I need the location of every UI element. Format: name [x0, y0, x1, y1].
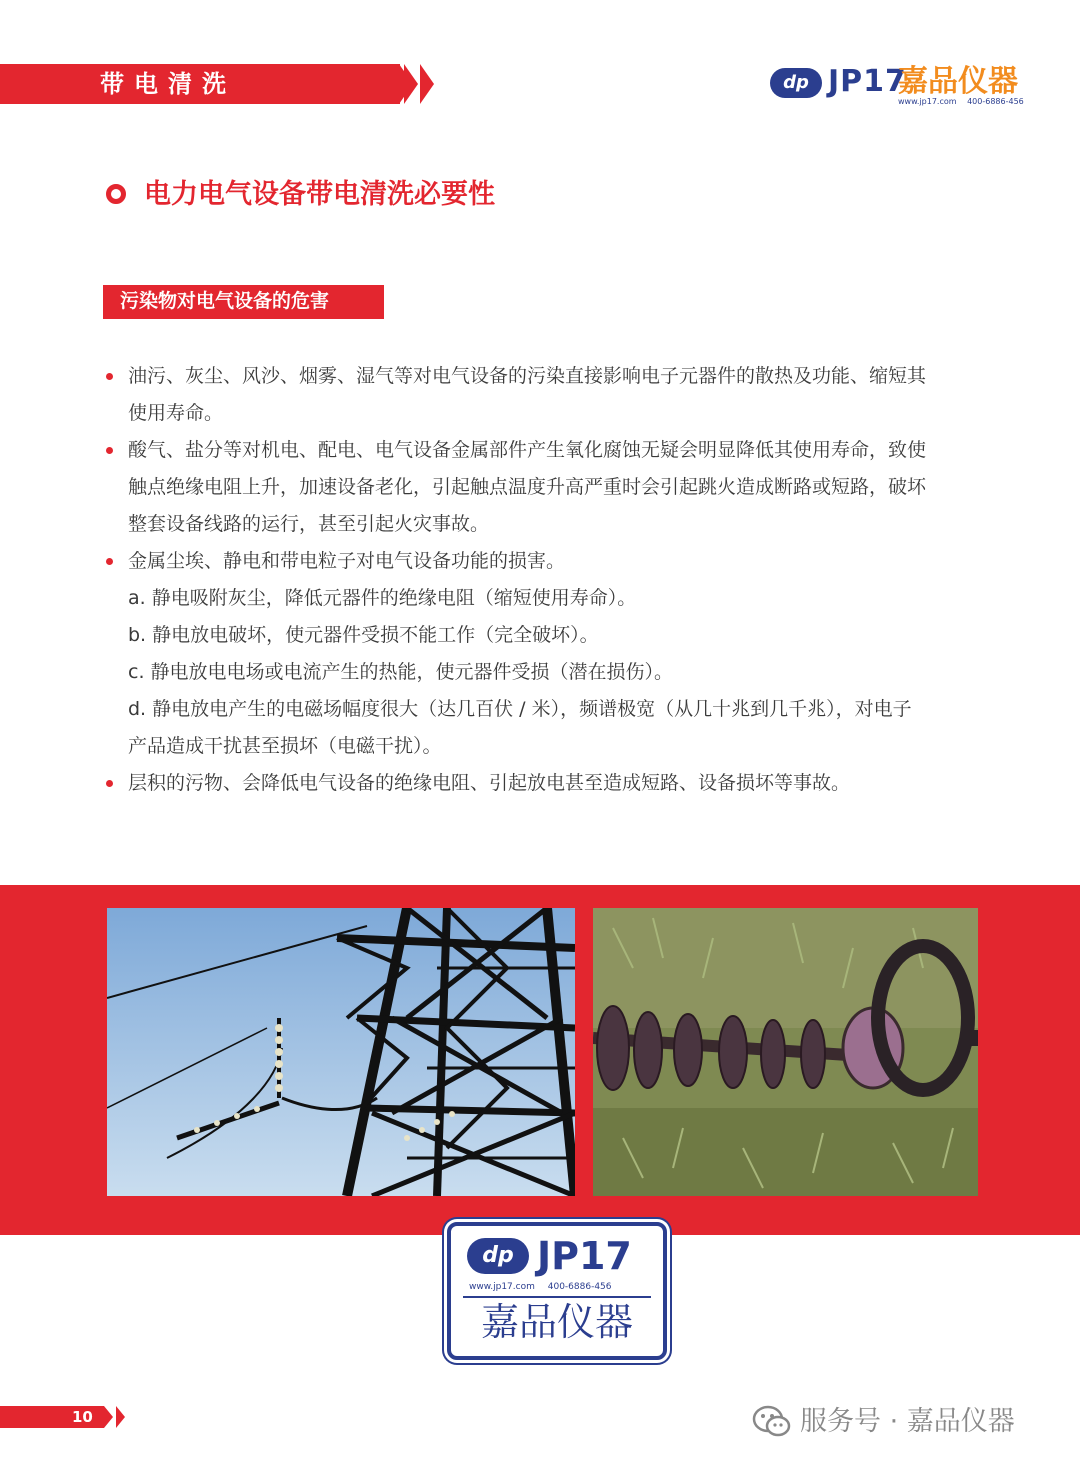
page-title: 电力电气设备带电清洗必要性: [144, 179, 495, 210]
stamp-contact: [469, 1282, 612, 1292]
logo-brand: JP17: [828, 64, 907, 99]
bullet-dot-icon: [106, 780, 113, 787]
bullet-paragraph: [106, 432, 986, 543]
paragraph-line: 金属尘埃、静电和带电粒子对电气设备功能的损害。: [128, 550, 566, 572]
bullet-paragraph: [106, 543, 986, 580]
bullet-paragraph: [106, 358, 986, 432]
sub-item: [106, 691, 986, 765]
sub-item-line: c. 静电放电电场或电流产生的热能，使元器件受损（潜在损伤）。: [128, 661, 674, 683]
sub-item-line: b. 静电放电破坏，使元器件受损不能工作（完全破坏）。: [128, 624, 599, 646]
section-title: 带电清洗: [100, 70, 236, 98]
section-tag-label: 污染物对电气设备的危害: [120, 290, 330, 312]
footer-account: 服务号 · 嘉品仪器: [800, 1406, 1015, 1437]
bullet-dot-icon: [106, 373, 113, 380]
sub-item-line: 产品造成干扰甚至损坏（电磁干扰）。: [128, 735, 442, 757]
chevron-icon: [104, 1406, 113, 1428]
sub-item-line: d. 静电放电产生的电磁场幅度很大（达几百伏 / 米），频谱极宽（从几十兆到几千兆），对电子: [128, 698, 912, 720]
paragraph-line: 油污、灰尘、风沙、烟雾、湿气等对电气设备的污染直接影响电子元器件的散热及功能、缩短其: [128, 365, 927, 387]
title-bullet-icon: [106, 184, 126, 204]
logo-badge: dp: [770, 68, 822, 98]
bullet-dot-icon: [106, 558, 113, 565]
body-text: [106, 358, 986, 802]
sub-item: [106, 617, 986, 654]
chevron-icon: [404, 64, 418, 104]
stamp-url: www.jp17.com: [469, 1282, 535, 1292]
bullet-paragraph: [106, 765, 986, 802]
logo-url: www.jp17.com: [898, 97, 957, 106]
stamp-brand: JP17: [537, 1234, 632, 1278]
tower-photo: [107, 908, 575, 1196]
paragraph-line: 整套设备线路的运行，甚至引起火灾事故。: [128, 513, 490, 535]
logo-brand-cn: 嘉品仪器: [898, 64, 1018, 99]
logo-phone: 400-6886-456: [967, 97, 1024, 106]
stamp-brand-cn: 嘉品仪器: [463, 1296, 651, 1346]
insulator-photo: [593, 908, 978, 1196]
logo-contact: [898, 97, 1024, 106]
wechat-icon: [752, 1404, 792, 1440]
sub-item: [106, 580, 986, 617]
paragraph-line: 酸气、盐分等对机电、配电、电气设备金属部件产生氧化腐蚀无疑会明显降低其使用寿命，致使: [128, 439, 927, 461]
paragraph-line: 使用寿命。: [128, 402, 224, 424]
paragraph-line: 层积的污物、会降低电气设备的绝缘电阻、引起放电甚至造成短路、设备损坏等事故。: [128, 772, 851, 794]
stamp-phone: 400-6886-456: [547, 1282, 612, 1292]
stamp-badge: dp: [467, 1238, 529, 1274]
sub-item: [106, 654, 986, 691]
brand-stamp: [447, 1222, 667, 1360]
bullet-dot-icon: [106, 447, 113, 454]
sub-item-line: a. 静电吸附灰尘，降低元器件的绝缘电阻（缩短使用寿命）。: [128, 587, 637, 609]
chevron-icon: [116, 1406, 125, 1428]
paragraph-line: 触点绝缘电阻上升，加速设备老化，引起触点温度升高严重时会引起跳火造成断路或短路，破坏: [128, 476, 927, 498]
page-number: 10: [72, 1408, 93, 1426]
chevron-icon: [420, 64, 434, 104]
